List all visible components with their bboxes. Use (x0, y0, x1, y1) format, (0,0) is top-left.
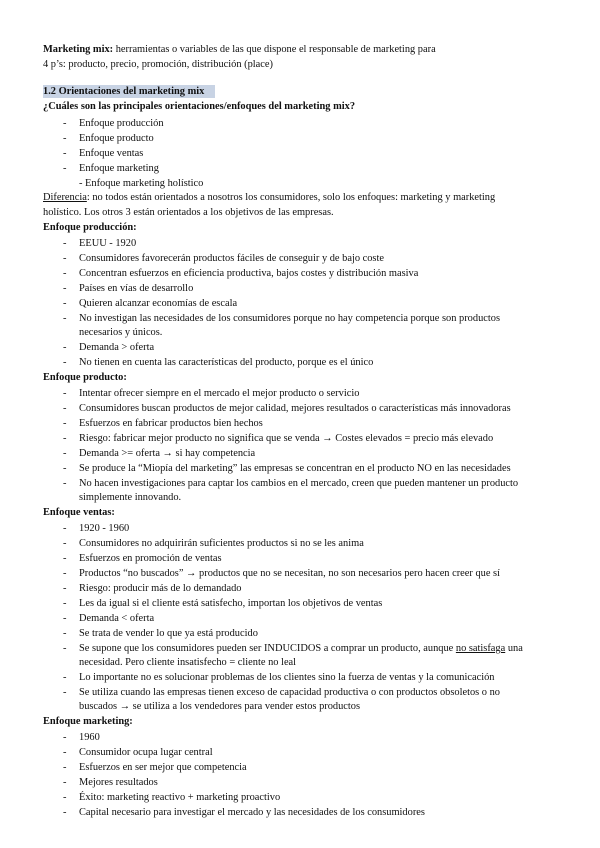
list-bullet: - (63, 342, 67, 353)
intro-term: Marketing mix: (43, 44, 114, 55)
list-item: Concentran esfuerzos en eficiencia productiva, bajos costes y distribución masiva (79, 268, 419, 279)
list-item: Enfoque producción (79, 118, 164, 129)
produccion-title: Enfoque producción: (43, 222, 137, 233)
ventas-title: Enfoque ventas: (43, 507, 115, 518)
list-item-continuation: necesarios y únicos. (79, 327, 163, 338)
list-bullet: - (63, 253, 67, 264)
list-bullet: - (63, 598, 67, 609)
list-bullet: - (63, 568, 67, 579)
list-item: No investigan las necesidades de los consumidores porque no hay competencia porque son productos (79, 313, 501, 324)
list-bullet: - (63, 357, 67, 368)
list-bullet: - (63, 553, 67, 564)
list-bullet: - (63, 388, 67, 399)
list-bullet: - (63, 283, 67, 294)
list-item: Lo importante no es solucionar problemas de los clientes sino la fuerza de ventas y la comunicación (79, 672, 495, 683)
producto-title: Enfoque producto: (43, 372, 127, 383)
list-item: Enfoque marketing (79, 163, 159, 174)
list-bullet: - (63, 403, 67, 414)
list-bullet: - (63, 478, 67, 489)
list-item: Esfuerzos en promoción de ventas (79, 553, 222, 564)
list-bullet: - (63, 687, 67, 698)
list-item: Intentar ofrecer siempre en el mercado el mejor producto o servicio (79, 388, 360, 399)
list-bullet: - (63, 747, 67, 758)
list-item: 1960 (79, 732, 100, 743)
list-item-text-end: una (505, 643, 523, 654)
section-heading: 1.2 Orientaciones del marketing mix (43, 86, 205, 97)
list-item: Éxito: marketing reactivo + marketing proactivo (79, 792, 281, 803)
list-item: Mejores resultados (79, 777, 158, 788)
list-bullet: - (63, 268, 67, 279)
list-bullet: - (63, 538, 67, 549)
list-bullet: - (63, 777, 67, 788)
list-item: Productos “no buscados” → productos que no se necesitan, no son necesarios pero hacen creer que sí (79, 568, 500, 579)
intro-line-2: 4 p’s: producto, precio, promoción, distribución (place) (43, 59, 273, 70)
list-bullet: - (63, 523, 67, 534)
list-item: 1920 - 1960 (79, 523, 130, 534)
marketing-title: Enfoque marketing: (43, 716, 133, 727)
difference-text: : no todos están orientados a nosotros los consumidores, solo los enfoques: marketing y marketing (86, 192, 496, 203)
list-bullet: - (63, 583, 67, 594)
list-item: Les da igual si el cliente está satisfecho, importan los objetivos de ventas (79, 598, 383, 609)
list-item: Esfuerzos en fabricar productos bien hechos (79, 418, 263, 429)
list-item: No hacen investigaciones para captar los cambios en el mercado, creen que pueden mantener un producto (79, 478, 519, 489)
list-bullet: - (63, 807, 67, 818)
list-bullet: - (63, 433, 67, 444)
list-bullet: - (63, 133, 67, 144)
list-bullet: - (63, 672, 67, 683)
list-item: Consumidores no adquirirán suficientes productos si no se les anima (79, 538, 364, 549)
list-item: Consumidor ocupa lugar central (79, 747, 213, 758)
intro-definition: herramientas o variables de las que dispone el responsable de marketing para (113, 44, 436, 55)
list-bullet: - (63, 792, 67, 803)
list-bullet: - (63, 148, 67, 159)
list-item: Riesgo: fabricar mejor producto no significa que se venda → Costes elevados = precio más elevado (79, 433, 494, 444)
difference-line-2: holístico. Los otros 3 están orientados a los objetivos de las empresas. (43, 207, 334, 218)
list-item-continuation: necesidad. Pero cliente insatisfecho = cliente no leal (79, 657, 297, 668)
list-bullet: - (63, 163, 67, 174)
difference-line-1 (43, 190, 495, 205)
list-item: No tienen en cuenta las características del producto, porque es el único (79, 357, 374, 368)
list-item: Enfoque ventas (79, 148, 144, 159)
list-bullet: - (63, 732, 67, 743)
list-item: Consumidores favorecerán productos fáciles de conseguir y de bajo coste (79, 253, 384, 264)
list-item: Esfuerzos en ser mejor que competencia (79, 762, 247, 773)
list-bullet: - (63, 448, 67, 459)
list-item: Países en vías de desarrollo (79, 283, 194, 294)
list-item: Se produce la “Miopía del marketing” las empresas se concentran en el producto NO en las necesidades (79, 463, 511, 474)
list-bullet: - (63, 613, 67, 624)
list-bullet: - (63, 463, 67, 474)
list-bullet: - (63, 313, 67, 324)
list-subitem: - Enfoque marketing holístico (79, 178, 204, 189)
list-item: EEUU - 1920 (79, 238, 137, 249)
list-item: Se utiliza cuando las empresas tienen exceso de capacidad productiva o con productos obsoletos o no (79, 687, 500, 698)
difference-label: Diferencia (43, 192, 87, 203)
list-item: Consumidores buscan productos de mejor calidad, mejores resultados o características más innovadoras (79, 403, 511, 414)
section-question: ¿Cuáles son las principales orientaciones/enfoques del marketing mix? (43, 101, 356, 112)
list-item: Enfoque producto (79, 133, 154, 144)
list-item: Demanda >= oferta → si hay competencia (79, 448, 256, 459)
list-item: Quieren alcanzar economías de escala (79, 298, 238, 309)
list-item: Demanda < oferta (79, 613, 155, 624)
list-item-text: Se supone que los consumidores pueden ser INDUCIDOS a comprar un producto, aunque (79, 643, 456, 654)
underlined-phrase: no satisfaga (455, 643, 506, 654)
list-bullet: - (63, 238, 67, 249)
list-bullet: - (63, 298, 67, 309)
list-item-continuation: simplemente innovando. (79, 492, 182, 503)
list-item: Capital necesario para investigar el mercado y las necesidades de los consumidores (79, 807, 425, 818)
list-item: Demanda > oferta (79, 342, 155, 353)
list-bullet: - (63, 628, 67, 639)
list-bullet: - (63, 418, 67, 429)
list-item (79, 641, 523, 656)
list-item-continuation: buscados → se utiliza a los vendedores para vender estos productos (79, 701, 361, 712)
list-item: Se trata de vender lo que ya está producido (79, 628, 258, 639)
list-item: Riesgo: producir más de lo demandado (79, 583, 242, 594)
list-bullet: - (63, 643, 67, 654)
intro-line-1 (43, 42, 436, 57)
list-bullet: - (63, 118, 67, 129)
list-bullet: - (63, 762, 67, 773)
